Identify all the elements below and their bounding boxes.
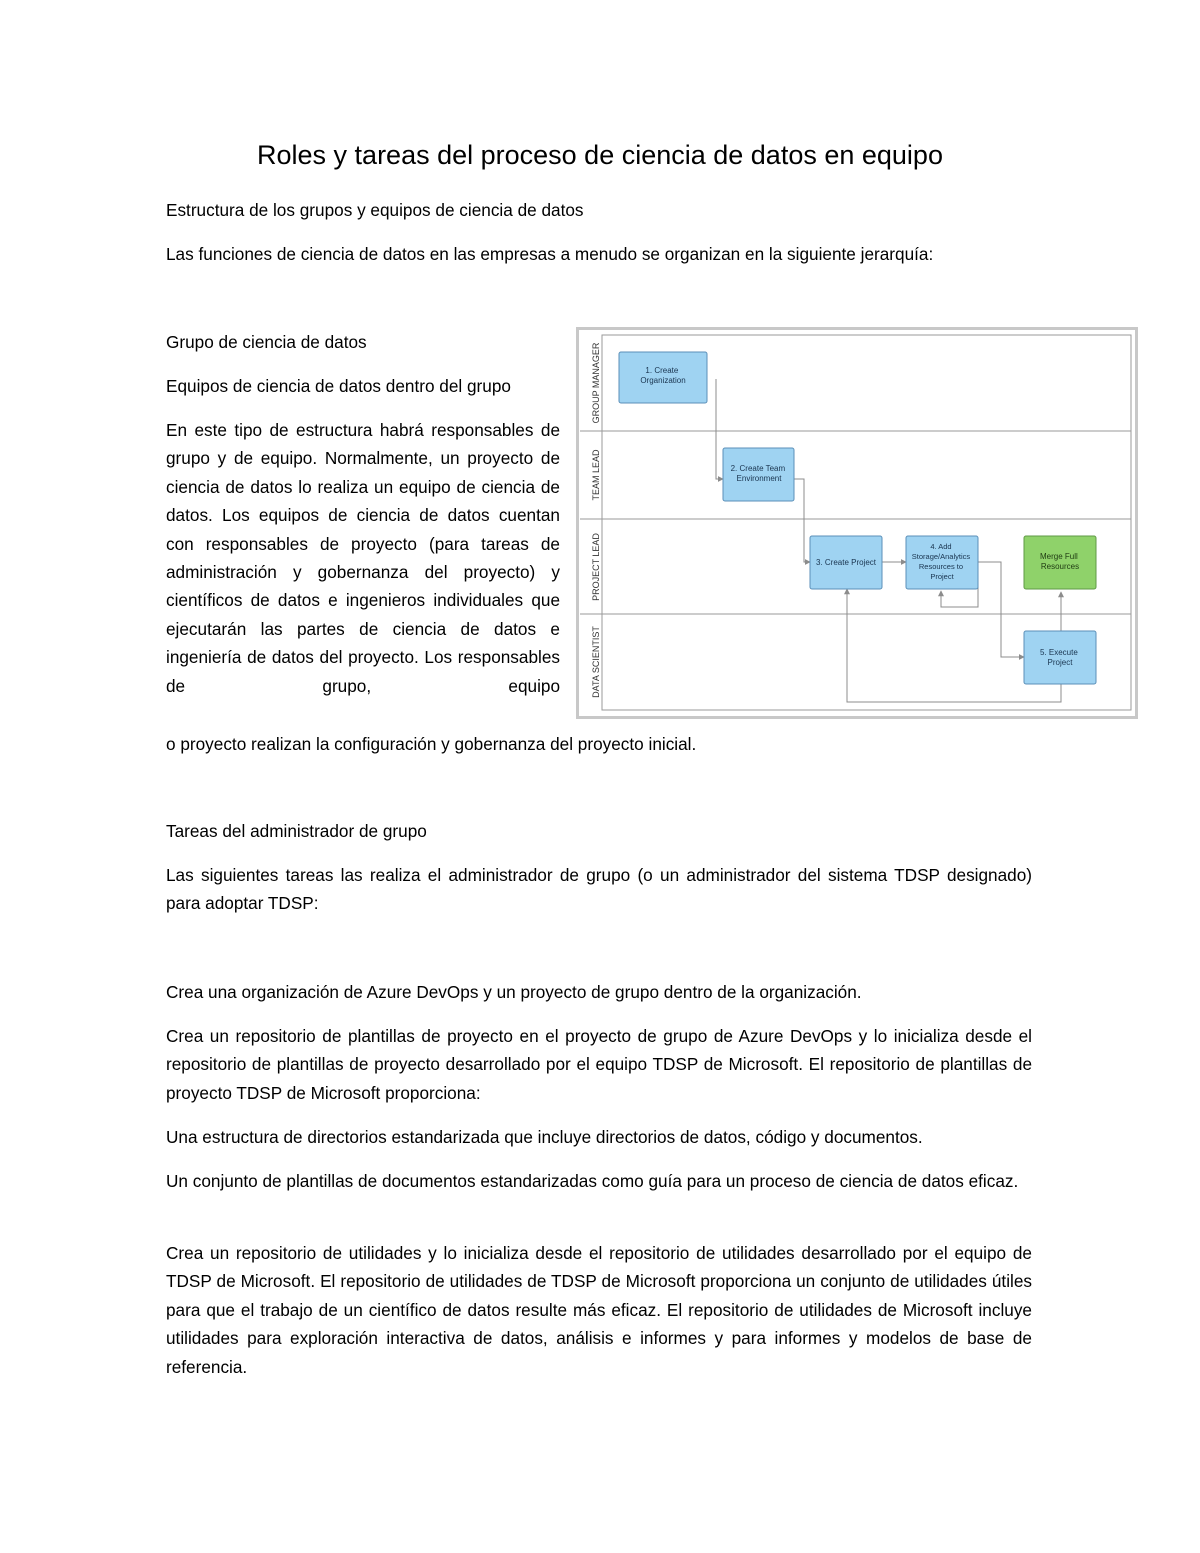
svg-text:1. Create Organization: 1. Create Organization: [640, 366, 686, 385]
box-add-resources: [906, 536, 978, 589]
svg-text:Merge Full Resources: Merge Full Resources: [1039, 552, 1080, 571]
box-create-project: [810, 536, 882, 589]
tdsp-roles-diagram: [576, 327, 1138, 719]
svg-text:5. Execute Project: 5. Execute Project: [1039, 648, 1078, 667]
lane-label-group-manager: GROUP MANAGER: [591, 342, 601, 424]
box-merge-full-resources: [1024, 536, 1096, 589]
task-3: Crea un repositorio de utilidades y lo inicializa desde el repositorio de utilidades desarrollado por el equipo de TDSP de Microsoft. El repositorio de utilidades de TDSP de Microsoft proporciona un conjunto de utilidades útiles para que el trabajo de un científico de datos resulte más eficaz. El repositorio de utilidades de Microsoft incluye utilidades para exploración interactiva de datos, análisis e informes y para informes y modelos de base de referencia.: [166, 1243, 1032, 1377]
lane-label-data-scientist: DATA SCIENTIST: [591, 626, 601, 698]
lane-label-team-lead: TEAM LEAD: [591, 449, 601, 501]
structure-paragraph: En este tipo de estructura habrá responsables de grupo y de equipo. Normalmente, un proyecto de ciencia de datos lo realiza un equipo de ciencia de datos. Los equipos de ciencia de datos cuentan con responsables de proyecto (para tareas de administración y gobernanza del proyecto) y científicos de datos e ingenieros individuales que ejecutarán las partes de ciencia de datos e ingeniería de datos del proyecto. Los responsables de grupo, equipo: [166, 420, 560, 696]
admin-intro: Las siguientes tareas las realiza el administrador de grupo (o un administrador del sistema TDSP designado) para adoptar TDSP:: [166, 865, 1032, 914]
box-create-team-environment: [723, 448, 794, 501]
svg-text:4. Add Storage/Analytics: 4. Add Storage/Analytics Resources to Project: [911, 542, 971, 581]
page-title: Roles y tareas del proceso de ciencia de datos en equipo: [257, 140, 943, 170]
task-2: Crea un repositorio de plantillas de proyecto en el proyecto de grupo de Azure DevOps y lo inicializa desde el repositorio de plantillas de proyecto desarrollado por el equipo TDSP de Microsoft. El repositorio de plantillas de proyecto TDSP de Microsoft proporciona:: [166, 1026, 1032, 1103]
box-create-organization: [619, 352, 707, 403]
item-group: Grupo de ciencia de datos: [166, 332, 367, 352]
svg-text:3. Create Project: 3. Create Project: [815, 558, 877, 567]
intro-paragraph: Las funciones de ciencia de datos en las empresas a menudo se organizan en la siguiente jerarquía:: [166, 244, 934, 264]
item-teams: Equipos de ciencia de datos dentro del grupo: [166, 376, 511, 396]
svg-text:2. Create Team Environme: 2. Create Team Environment: [730, 464, 786, 483]
lane-label-project-lead: PROJECT LEAD: [591, 533, 601, 601]
box-execute-project: [1024, 631, 1096, 684]
heading-admin: Tareas del administrador de grupo: [166, 821, 427, 841]
structure-paragraph-end: o proyecto realizan la configuración y gobernanza del proyecto inicial.: [166, 734, 697, 754]
heading-structure: Estructura de los grupos y equipos de ciencia de datos: [166, 200, 584, 220]
task-1: Crea una organización de Azure DevOps y un proyecto de grupo dentro de la organización.: [166, 982, 862, 1002]
task-2b: Un conjunto de plantillas de documentos estandarizadas como guía para un proceso de ciencia de datos eficaz.: [166, 1171, 1019, 1191]
task-2a: Una estructura de directorios estandarizada que incluye directorios de datos, código y documentos.: [166, 1127, 923, 1147]
